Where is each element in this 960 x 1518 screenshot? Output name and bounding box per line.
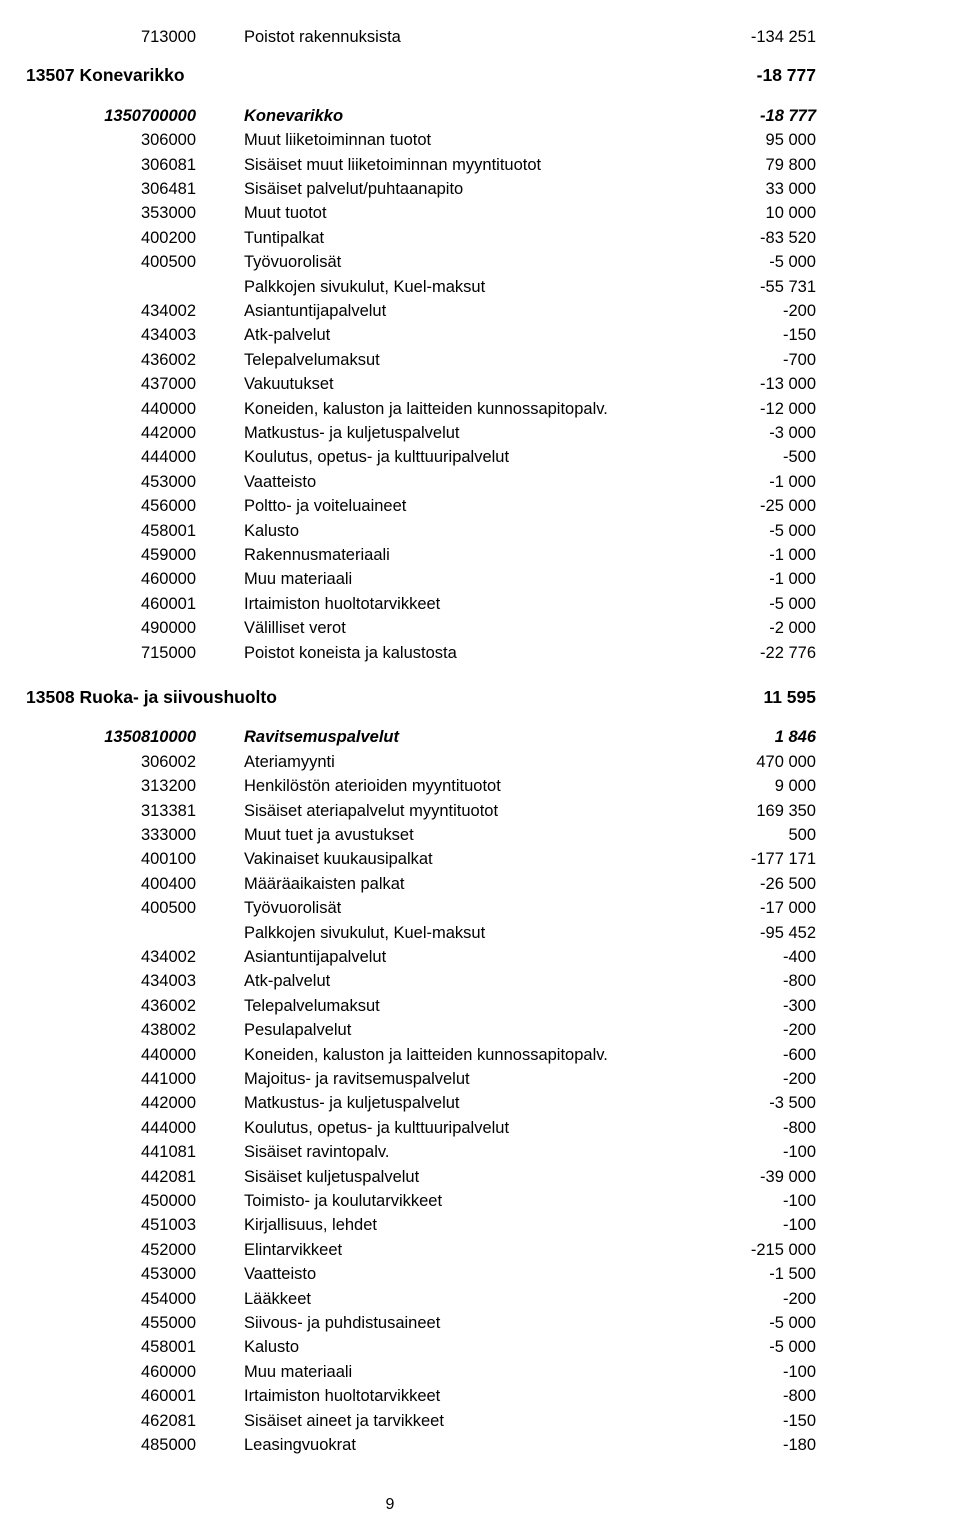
account-row — [0, 1238, 960, 1262]
account-code: 313381 — [140, 801, 196, 820]
account-amount: 10 000 — [765, 204, 816, 223]
account-code: 485000 — [140, 1436, 196, 1454]
account-code: 456000 — [140, 497, 196, 516]
account-code: 444000 — [140, 448, 196, 467]
account-name: Telepalvelumaksut — [244, 996, 380, 1015]
account-row — [0, 592, 960, 616]
account-amount: -17 000 — [760, 899, 816, 918]
account-row — [0, 1189, 960, 1213]
subsection-code: 1350700000 — [104, 106, 196, 125]
account-code: 306000 — [140, 131, 196, 150]
account-name: Sisäiset palvelut/puhtaanapito — [244, 180, 464, 198]
account-amount: -100 — [782, 1143, 816, 1162]
account-code: 306002 — [140, 752, 196, 771]
account-amount: -177 171 — [750, 850, 816, 869]
account-name: Sisäiset muut liiketoiminnan myyntituotot — [244, 155, 542, 174]
account-row — [0, 1360, 960, 1384]
account-code: 452000 — [140, 1240, 196, 1259]
account-amount: -5 000 — [769, 521, 816, 540]
account-row — [0, 421, 960, 445]
account-amount: -100 — [782, 1362, 816, 1381]
account-name: Vaatteisto — [244, 1265, 317, 1284]
account-row — [0, 299, 960, 323]
account-row — [0, 872, 960, 896]
account-name: Rakennusmateriaali — [244, 546, 390, 564]
account-name: Työvuorolisät — [244, 253, 342, 272]
account-code: 400500 — [140, 899, 196, 918]
account-code: 306481 — [140, 180, 196, 198]
account-code: 400200 — [140, 228, 196, 247]
account-name: Majoitus- ja ravitsemuspalvelut — [244, 1070, 470, 1088]
account-name: Leasingvuokrat — [244, 1436, 356, 1454]
account-name: Vaatteisto — [244, 472, 317, 491]
account-amount: -600 — [782, 1045, 816, 1064]
account-code: 451003 — [140, 1216, 196, 1235]
account-name: Vakinaiset kuukausipalkat — [244, 850, 433, 869]
section-header — [0, 63, 960, 87]
account-row — [0, 275, 960, 299]
account-row — [0, 1067, 960, 1091]
account-name: Matkustus- ja kuljetuspalvelut — [244, 1094, 460, 1113]
account-amount: -1 000 — [769, 570, 816, 589]
account-row — [0, 153, 960, 177]
account-amount: -5 000 — [769, 1338, 816, 1357]
subsection-header — [0, 104, 960, 128]
page-number: 9 — [385, 1496, 395, 1513]
account-name: Poistot rakennuksista — [244, 28, 401, 46]
account-row — [0, 823, 960, 847]
subsection-code: 1350810000 — [104, 728, 196, 747]
account-amount: 169 350 — [756, 801, 816, 820]
account-code: 715000 — [140, 643, 196, 662]
account-code: 438002 — [140, 1021, 196, 1040]
account-amount: -55 731 — [760, 277, 816, 296]
account-name: Asiantuntijapalvelut — [244, 302, 387, 320]
account-row — [0, 1043, 960, 1067]
account-name: Atk-palvelut — [244, 326, 331, 345]
account-row — [0, 25, 960, 49]
account-code: 458001 — [140, 1338, 196, 1357]
account-amount: -500 — [782, 448, 816, 467]
account-code: 434002 — [140, 948, 196, 966]
account-code: 453000 — [140, 1265, 196, 1284]
account-code: 437000 — [140, 375, 196, 394]
account-name: Henkilöstön aterioiden myyntituotot — [244, 777, 501, 796]
account-amount: -95 452 — [760, 923, 816, 942]
account-code: 454000 — [140, 1289, 196, 1308]
account-row — [0, 519, 960, 543]
account-row — [0, 201, 960, 225]
account-code: 441081 — [140, 1143, 196, 1162]
account-amount: -200 — [782, 1289, 816, 1308]
account-name: Irtaimiston huoltotarvikkeet — [244, 1387, 441, 1406]
account-row — [0, 1091, 960, 1115]
account-row — [0, 1213, 960, 1237]
account-amount: -800 — [782, 972, 816, 991]
account-code: 450000 — [140, 1192, 196, 1210]
section-amount: 11 595 — [763, 687, 816, 707]
account-name: Sisäiset ravintopalv. — [244, 1143, 390, 1162]
account-amount: -5 000 — [769, 1314, 816, 1332]
account-name: Välilliset verot — [244, 619, 346, 638]
account-row — [0, 616, 960, 640]
account-code: 440000 — [140, 1045, 196, 1064]
account-amount: -150 — [782, 326, 816, 345]
account-amount: -26 500 — [760, 874, 816, 893]
subsection-header — [0, 725, 960, 749]
account-amount: -150 — [782, 1411, 816, 1430]
account-name: Sisäiset ateriapalvelut myyntituotot — [244, 801, 499, 820]
account-amount: -22 776 — [760, 643, 816, 662]
account-row — [0, 494, 960, 518]
account-amount: -1 500 — [769, 1265, 816, 1284]
account-row — [0, 774, 960, 798]
account-code: 460001 — [140, 1387, 196, 1406]
account-name: Määräaikaisten palkat — [244, 874, 405, 893]
account-amount: 79 800 — [765, 155, 816, 174]
account-amount: -100 — [782, 1216, 816, 1235]
account-code: 306081 — [140, 155, 196, 174]
account-row — [0, 799, 960, 823]
account-row — [0, 1384, 960, 1408]
account-amount: 500 — [788, 826, 816, 844]
account-amount: -215 000 — [750, 1240, 816, 1259]
account-code: 353000 — [140, 204, 196, 223]
subsection-amount: 1 846 — [774, 728, 816, 747]
account-code: 460000 — [140, 570, 196, 589]
account-name: Muut liiketoiminnan tuotot — [244, 131, 432, 150]
account-row — [0, 177, 960, 201]
account-amount: -134 251 — [750, 28, 816, 46]
account-name: Kalusto — [244, 521, 300, 540]
account-row — [0, 445, 960, 469]
account-amount: -1 000 — [769, 472, 816, 491]
account-code: 313200 — [140, 777, 196, 796]
account-code: 434002 — [140, 302, 196, 320]
account-row — [0, 1165, 960, 1189]
section-title: 13507 Konevarikko — [26, 65, 185, 86]
account-name: Kirjallisuus, lehdet — [244, 1216, 377, 1235]
account-row — [0, 372, 960, 396]
account-code: 434003 — [140, 326, 196, 345]
account-name: Vakuutukset — [244, 375, 334, 394]
account-name: Pesulapalvelut — [244, 1021, 352, 1040]
section-header — [0, 685, 960, 709]
account-row — [0, 945, 960, 969]
account-row — [0, 994, 960, 1018]
account-row — [0, 1311, 960, 1335]
account-code: 441000 — [140, 1070, 196, 1088]
account-amount: 470 000 — [756, 752, 816, 771]
account-code: 459000 — [140, 546, 196, 564]
account-amount: -25 000 — [760, 497, 816, 516]
account-amount: -83 520 — [760, 228, 816, 247]
account-code: 434003 — [140, 972, 196, 991]
account-amount: -2 000 — [769, 619, 816, 638]
account-amount: -300 — [782, 996, 816, 1015]
account-code: 455000 — [140, 1314, 196, 1332]
account-code: 400100 — [140, 850, 196, 869]
account-row — [0, 1287, 960, 1311]
account-code: 444000 — [140, 1118, 196, 1137]
account-amount: -100 — [782, 1192, 816, 1210]
account-amount: 33 000 — [765, 180, 816, 198]
account-name: Ateriamyynti — [244, 752, 335, 771]
account-row — [0, 896, 960, 920]
account-name: Poistot koneista ja kalustosta — [244, 643, 457, 662]
account-code: 442000 — [140, 424, 196, 442]
account-code: 436002 — [140, 350, 196, 369]
account-name: Muut tuet ja avustukset — [244, 826, 414, 844]
account-name: Työvuorolisät — [244, 899, 342, 918]
account-name: Palkkojen sivukulut, Kuel-maksut — [244, 923, 486, 942]
account-code: 713000 — [140, 28, 196, 46]
account-row — [0, 641, 960, 665]
account-code: 462081 — [140, 1411, 196, 1430]
account-name: Poltto- ja voiteluaineet — [244, 497, 407, 516]
account-name: Koulutus, opetus- ja kulttuuripalvelut — [244, 448, 510, 467]
account-amount: -12 000 — [760, 399, 816, 418]
account-amount: -39 000 — [760, 1167, 816, 1186]
account-amount: -180 — [782, 1436, 816, 1454]
account-code: 460000 — [140, 1362, 196, 1381]
account-row — [0, 921, 960, 945]
account-code: 442081 — [140, 1167, 196, 1186]
account-amount: -200 — [782, 1021, 816, 1040]
account-name: Koulutus, opetus- ja kulttuuripalvelut — [244, 1118, 510, 1137]
account-name: Telepalvelumaksut — [244, 350, 380, 369]
account-row — [0, 1433, 960, 1457]
subsection-amount: -18 777 — [760, 106, 816, 125]
account-code: 400400 — [140, 874, 196, 893]
account-amount: 9 000 — [774, 777, 816, 796]
account-row — [0, 348, 960, 372]
account-row — [0, 1335, 960, 1359]
account-name: Kalusto — [244, 1338, 300, 1357]
account-code: 442000 — [140, 1094, 196, 1113]
account-amount: -3 500 — [769, 1094, 816, 1113]
subsection-name: Ravitsemuspalvelut — [244, 728, 399, 747]
account-amount: 95 000 — [765, 131, 816, 150]
account-code: 436002 — [140, 996, 196, 1015]
account-amount: -200 — [782, 302, 816, 320]
account-code: 490000 — [140, 619, 196, 638]
account-amount: -200 — [782, 1070, 816, 1088]
account-name: Asiantuntijapalvelut — [244, 948, 387, 966]
account-row — [0, 323, 960, 347]
account-amount: -800 — [782, 1118, 816, 1137]
account-name: Siivous- ja puhdistusaineet — [244, 1314, 441, 1332]
account-code: 458001 — [140, 521, 196, 540]
account-name: Lääkkeet — [244, 1289, 311, 1308]
subsection-name: Konevarikko — [244, 106, 344, 125]
account-row — [0, 1262, 960, 1286]
account-code: 460001 — [140, 594, 196, 613]
account-amount: -400 — [782, 948, 816, 966]
account-row — [0, 128, 960, 152]
account-name: Atk-palvelut — [244, 972, 331, 991]
account-row — [0, 1018, 960, 1042]
account-amount: -5 000 — [769, 594, 816, 613]
account-code: 333000 — [140, 826, 196, 844]
account-amount: -1 000 — [769, 546, 816, 564]
account-amount: -5 000 — [769, 253, 816, 272]
account-row — [0, 397, 960, 421]
account-row — [0, 750, 960, 774]
account-row — [0, 847, 960, 871]
account-row — [0, 1116, 960, 1140]
account-amount: -3 000 — [769, 424, 816, 442]
account-code: 400500 — [140, 253, 196, 272]
account-name: Koneiden, kaluston ja laitteiden kunnossapitopalv. — [244, 399, 608, 418]
section-amount: -18 777 — [756, 65, 816, 86]
account-row — [0, 1140, 960, 1164]
account-name: Toimisto- ja koulutarvikkeet — [244, 1192, 443, 1210]
account-name: Elintarvikkeet — [244, 1240, 343, 1259]
account-code: 440000 — [140, 399, 196, 418]
account-row — [0, 543, 960, 567]
account-amount: -13 000 — [760, 375, 816, 394]
account-row — [0, 470, 960, 494]
account-amount: -700 — [782, 350, 816, 369]
account-name: Tuntipalkat — [244, 228, 325, 247]
account-name: Muut tuotot — [244, 204, 327, 223]
account-row — [0, 250, 960, 274]
account-name: Muu materiaali — [244, 570, 353, 589]
account-name: Koneiden, kaluston ja laitteiden kunnossapitopalv. — [244, 1045, 608, 1064]
account-name: Sisäiset kuljetuspalvelut — [244, 1167, 420, 1186]
account-name: Palkkojen sivukulut, Kuel-maksut — [244, 277, 486, 296]
account-row — [0, 567, 960, 591]
account-row — [0, 969, 960, 993]
account-name: Irtaimiston huoltotarvikkeet — [244, 594, 441, 613]
account-name: Sisäiset aineet ja tarvikkeet — [244, 1411, 444, 1430]
account-name: Matkustus- ja kuljetuspalvelut — [244, 424, 460, 442]
account-amount: -800 — [782, 1387, 816, 1406]
account-name: Muu materiaali — [244, 1362, 353, 1381]
account-code: 453000 — [140, 472, 196, 491]
account-row — [0, 1409, 960, 1433]
section-title: 13508 Ruoka- ja siivoushuolto — [26, 687, 277, 707]
account-row — [0, 226, 960, 250]
